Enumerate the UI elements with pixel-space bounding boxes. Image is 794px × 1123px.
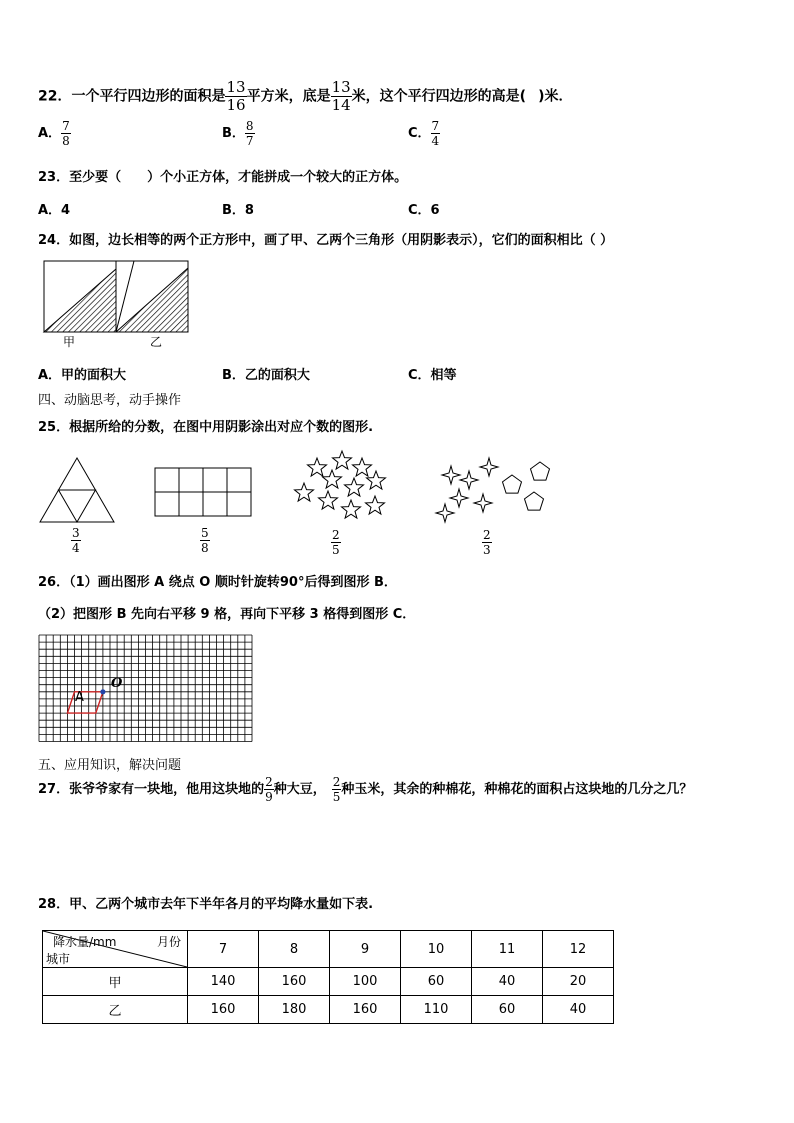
star-shape [345, 478, 364, 496]
value-cell: 60 [401, 968, 472, 996]
star-shape [342, 500, 361, 518]
q25-triangle-figure[interactable] [38, 456, 116, 524]
header-city: 城市 [46, 952, 71, 966]
star-shape [353, 458, 372, 476]
q26-label-a: A [75, 690, 84, 705]
star-shape [319, 491, 338, 509]
q26-part2: （2）把图形 B 先向右平移 9 格，再向下平移 3 格得到图形 C． [38, 607, 416, 622]
q26-label-o: O [111, 676, 123, 691]
value-cell: 20 [543, 968, 614, 996]
month-cell: 12 [543, 931, 614, 968]
value-cell: 160 [330, 996, 401, 1024]
q22-base-fraction: $\frac{13}{14}$ [331, 78, 351, 114]
header-rainfall: 降水量/mm [53, 935, 117, 949]
q24-option-c[interactable]: C．相等 [408, 368, 457, 383]
star-shape [366, 496, 385, 514]
section-5-heading: 五、应用知识，解决问题 [38, 758, 182, 773]
table-row [43, 968, 614, 996]
q26-point-o [100, 689, 105, 694]
q23-stem: 23．至少要（ ）个小正方体，才能拼成一个较大的正方体。 [38, 170, 408, 185]
table-header-corner [43, 931, 188, 968]
rainfall-table [42, 930, 614, 1024]
q25-mixed-figure[interactable] [432, 454, 558, 526]
q25-fraction-3: $\frac{2}{5}$ [332, 528, 340, 557]
q24-option-b[interactable]: B．乙的面积大 [222, 368, 310, 383]
month-cell: 8 [259, 931, 330, 968]
table-header-row [43, 931, 614, 968]
value-cell: 100 [330, 968, 401, 996]
q22-stem: 22．一个平行四边形的面积是 $\frac{13}{16}$ 平方米，底是 $\frac{13}{14}$ 米，这个平行四边形的高是( )米． [38, 78, 573, 114]
pentagon-shape [503, 475, 522, 493]
city-cell: 乙 [43, 996, 188, 1024]
pentagon-shape [525, 492, 544, 510]
value-cell: 110 [401, 996, 472, 1024]
q25-fraction-1: $\frac{3}{4}$ [72, 526, 80, 555]
q22-option-c[interactable]: C． $\frac{7}{4}$ [408, 119, 440, 148]
value-cell: 160 [188, 996, 259, 1024]
q26-grid[interactable] [38, 634, 254, 744]
q24-triangle-yi [116, 268, 188, 332]
header-month: 月份 [156, 935, 181, 949]
four-point-star-shape [474, 494, 492, 512]
q23-option-c[interactable]: C．6 [408, 203, 440, 218]
q25-stars-figure[interactable] [287, 448, 391, 526]
star-shape [308, 458, 327, 476]
value-cell: 140 [188, 968, 259, 996]
q28-stem: 28．甲、乙两个城市去年下半年各月的平均降水量如下表. [38, 897, 374, 912]
value-cell: 60 [472, 996, 543, 1024]
q25-stem: 25．根据所给的分数，在图中用阴影涂出对应个数的图形. [38, 420, 374, 435]
section-4-heading: 四、动脑思考，动手操作 [38, 393, 182, 408]
value-cell: 160 [259, 968, 330, 996]
table-row [43, 996, 614, 1024]
q26-shape-a [67, 692, 103, 713]
q24-label-jia: 甲 [63, 335, 76, 349]
pentagon-shape [531, 462, 550, 480]
q22-area-fraction: $\frac{13}{16}$ [226, 78, 246, 114]
q24-triangle-jia [44, 269, 116, 332]
q25-fraction-2: $\frac{5}{8}$ [201, 526, 209, 555]
value-cell: 40 [472, 968, 543, 996]
month-cell: 7 [188, 931, 259, 968]
q23-option-a[interactable]: A．4 [38, 203, 71, 218]
four-point-star-shape [442, 466, 460, 484]
q26-part1: 26．（1）画出图形 A 绕点 O 顺时针旋转90°后得到图形 B． [38, 575, 397, 590]
month-cell: 10 [401, 931, 472, 968]
q22-option-b[interactable]: B． $\frac{8}{7}$ [222, 119, 254, 148]
star-shape [367, 471, 386, 489]
month-cell: 9 [330, 931, 401, 968]
q22-option-a[interactable]: A． $\frac{7}{8}$ [38, 119, 70, 148]
month-cell: 11 [472, 931, 543, 968]
star-shape [323, 470, 342, 488]
star-shape [295, 483, 314, 501]
value-cell: 40 [543, 996, 614, 1024]
q24-stem: 24．如图，边长相等的两个正方形中，画了甲、乙两个三角形（用阴影表示），它们的面积相比（ ） [38, 233, 614, 248]
q23-option-b[interactable]: B．8 [222, 203, 254, 218]
star-shape [333, 451, 352, 469]
q24-label-yi: 乙 [150, 335, 163, 349]
q25-grid-figure[interactable] [153, 466, 253, 518]
value-cell: 180 [259, 996, 330, 1024]
four-point-star-shape [480, 458, 498, 476]
city-cell: 甲 [43, 968, 188, 996]
q25-fraction-4: $\frac{2}{3}$ [483, 528, 491, 557]
q27-stem: 27．张爷爷家有一块地，他用这块地的 $\frac{2}{9}$ 种大豆， $\frac{2}{5}$ 种玉米，其余的种棉花，种棉花的面积占这块地的几分之几？ [38, 775, 693, 804]
four-point-star-shape [436, 504, 454, 522]
four-point-star-shape [450, 489, 468, 507]
four-point-star-shape [460, 471, 478, 489]
q24-option-a[interactable]: A．甲的面积大 [38, 368, 127, 383]
